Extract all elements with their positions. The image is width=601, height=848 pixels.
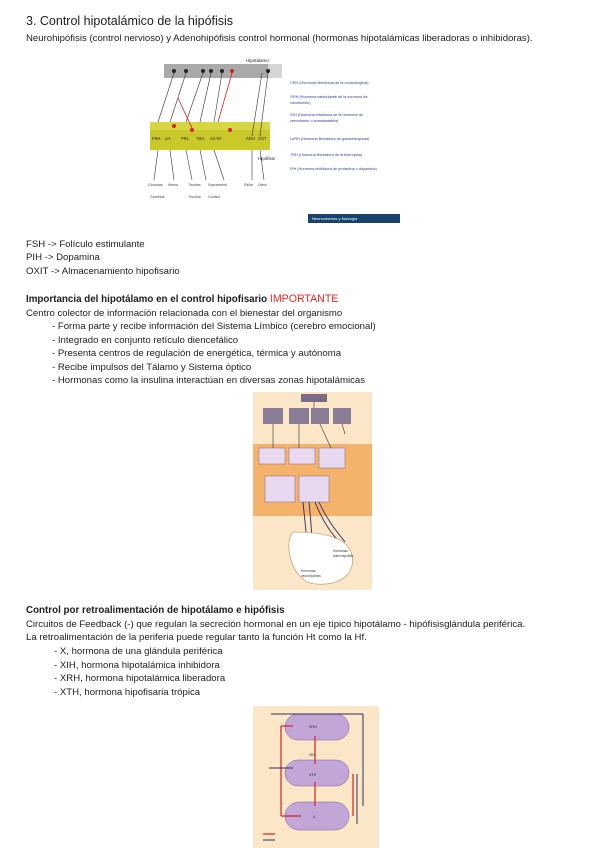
list-item: - Integrado en conjunto retículo diencefálico bbox=[52, 334, 239, 346]
hormone-label: ADH bbox=[246, 136, 255, 141]
hormone-label: ACTH bbox=[210, 136, 222, 141]
hormone-label: FSH bbox=[152, 136, 161, 141]
xth-label: XTH bbox=[309, 773, 317, 777]
svg-text:CRH (Hormona liberadora de la: CRH (Hormona liberadora de la corticotropina) bbox=[290, 81, 369, 85]
svg-text:adenohipófisis: adenohipófisis bbox=[333, 554, 354, 558]
svg-text:Gónadas: Gónadas bbox=[148, 183, 163, 187]
svg-text:Riñón: Riñón bbox=[244, 183, 254, 187]
figure1-footer: Neurociencias y fisiología bbox=[312, 216, 358, 221]
svg-text:Cortisol: Cortisol bbox=[208, 195, 221, 199]
definition-fsh: FSH -> Folículo estimulante bbox=[26, 239, 145, 250]
list-item: - XTH, hormona hipofisaria trópica bbox=[54, 686, 201, 698]
importance-intro: Centro colector de información relacionada con el bienestar del organismo bbox=[26, 308, 343, 319]
section-title: 3. Control hipotalámico de la hipófisis bbox=[26, 14, 234, 28]
definition-pih: PIH -> Dopamina bbox=[26, 252, 100, 264]
section-subtitle: Neurohipófisis (control nervioso) y Adenohipófisis control hormonal (hormonas hipotalámicas liberadoras o inhibidoras). bbox=[26, 33, 533, 44]
importance-heading-text: Importancia del hipotálamo en el control hipofisario bbox=[26, 294, 268, 305]
svg-text:Tiroxina: Tiroxina bbox=[188, 195, 201, 199]
svg-text:GIH (Hormona inhibidora de la: GIH (Hormona inhibidora de la hormona de bbox=[290, 113, 363, 117]
list-item: - Hormonas como la insulina interactúan en diversas zonas hipotalámicas bbox=[52, 375, 366, 387]
hormone-label: OXT bbox=[258, 136, 267, 141]
svg-text:Gametos: Gametos bbox=[150, 195, 165, 199]
x-label: X bbox=[313, 815, 316, 819]
list-item: - Presenta centros de regulación de energética, térmica y autónoma bbox=[52, 348, 342, 360]
hypothalamus-label: Hipotálamo bbox=[246, 58, 269, 63]
importance-tag: IMPORTANTE bbox=[269, 293, 339, 305]
svg-text:TRH (Hormona liberadora de la: TRH (Hormona liberadora de la tirotropina) bbox=[290, 153, 363, 157]
xrh-label: XRH bbox=[309, 725, 317, 729]
list-item: - X, hormona de una glándula periférica bbox=[54, 646, 223, 657]
svg-text:PIH (Hormona inhibidora de pro: PIH (Hormona inhibidora de prolactina o dopamina) bbox=[290, 167, 377, 171]
svg-text:Suprarrenal: Suprarrenal bbox=[208, 183, 227, 187]
svg-text:LnRH (Hormona liberadora de go: LnRH (Hormona liberadora de gonadotropinas) bbox=[290, 137, 370, 141]
svg-text:Útero: Útero bbox=[258, 183, 267, 187]
definitions-list bbox=[26, 238, 180, 278]
svg-text:Hormonas: Hormonas bbox=[333, 549, 348, 553]
hormone-label: PRL bbox=[181, 136, 190, 141]
svg-text:GRH (Hormona estimulante de la: GRH (Hormona estimulante de la hormona de bbox=[290, 95, 368, 99]
hypothalamus-pituitary-diagram bbox=[148, 58, 402, 224]
list-item: - XIH, hormona hipotalámica inhibidora bbox=[54, 659, 220, 671]
feedback-list bbox=[54, 645, 225, 699]
limbic-hypothalamus-diagram bbox=[253, 392, 372, 590]
definition-oxit: OXIT -> Almacenamiento hipofisario bbox=[26, 265, 180, 277]
feedback-line-2: La retroalimentación de la periferia puede regular tanto la función Ht como la Hf. bbox=[26, 632, 367, 643]
list-item: - XRH, hormona hipotalámica liberadora bbox=[54, 673, 226, 685]
hormone-label: LH bbox=[165, 136, 171, 141]
feedback-heading: Control por retroalimentación de hipotálamo e hipófisis bbox=[26, 605, 285, 616]
importance-list bbox=[52, 320, 376, 388]
feedback-line-1: Circuitos de Feedback (-) que regulan la secreción hormonal en un eje típico hipotálamo - hipófisisglándula periférica. bbox=[26, 619, 526, 630]
xih-label: XIH bbox=[309, 753, 315, 757]
list-item: - Forma parte y recibe información del Sistema Límbico (cerebro emocional) bbox=[52, 321, 376, 332]
svg-text:Hormonas: Hormonas bbox=[301, 569, 316, 573]
svg-text:Tiroides: Tiroides bbox=[188, 183, 201, 187]
feedback-axis-diagram bbox=[253, 706, 379, 848]
importance-heading bbox=[26, 293, 338, 306]
pituitary-label: Hipófisis bbox=[258, 156, 276, 161]
hormone-label: TSH bbox=[196, 136, 205, 141]
svg-text:neurohipófisis: neurohipófisis bbox=[301, 574, 321, 578]
svg-text:Mama: Mama bbox=[168, 183, 178, 187]
svg-text:crecimiento): crecimiento) bbox=[290, 101, 311, 105]
svg-text:crecimiento o somatostatina): crecimiento o somatostatina) bbox=[290, 119, 339, 123]
list-item: - Recibe impulsos del Tálamo y Sistema óptico bbox=[52, 361, 252, 373]
